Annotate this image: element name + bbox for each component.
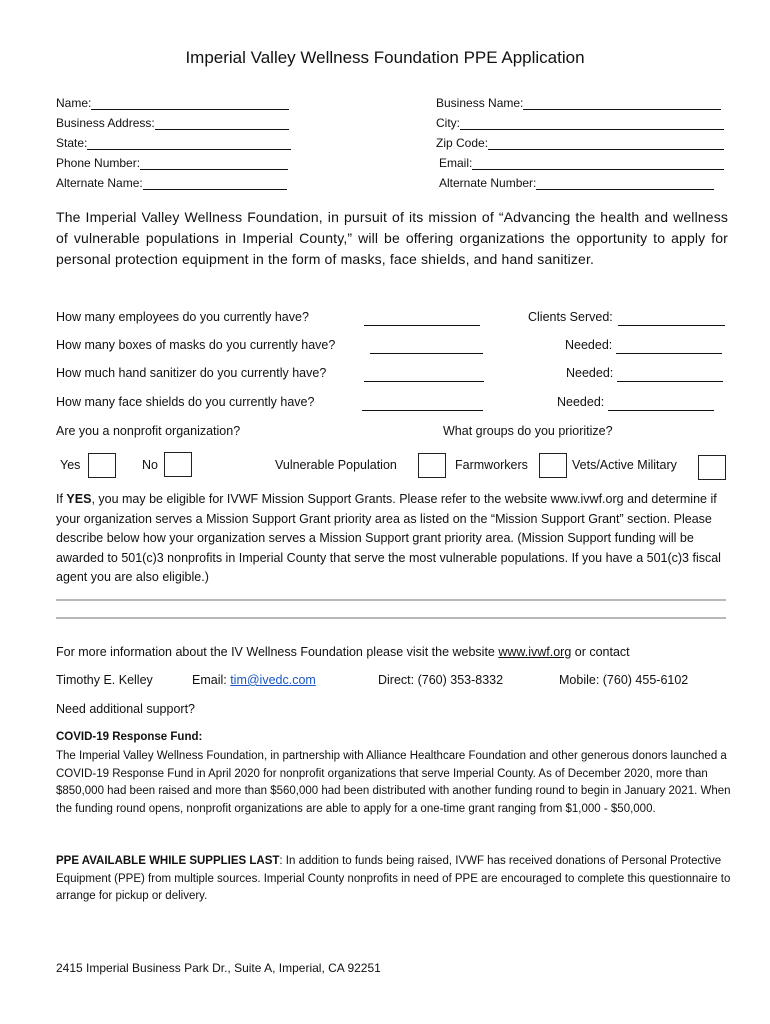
employees-question: How many employees do you currently have?: [56, 310, 309, 324]
clients-served-input-line[interactable]: [618, 324, 725, 326]
employees-input-line[interactable]: [364, 324, 480, 326]
clients-served-label: Clients Served:: [528, 310, 613, 324]
field-label: Alternate Name:: [56, 176, 143, 190]
field-label: City:: [436, 116, 460, 130]
more-info-text: For more information about the IV Wellness Foundation please visit the website: [56, 645, 499, 659]
face-shields-needed-input-line[interactable]: [608, 409, 714, 411]
nonprofit-question: Are you a nonprofit organization?: [56, 424, 241, 438]
masks-input-line[interactable]: [370, 352, 483, 354]
phone-number-field[interactable]: [56, 154, 288, 170]
email-input-line[interactable]: [472, 157, 724, 170]
field-label: Phone Number:: [56, 156, 141, 170]
page-title: Imperial Valley Wellness Foundation PPE Application: [185, 48, 585, 67]
contact-mobile-phone: Mobile: (760) 455-6102: [559, 673, 689, 687]
sanitizer-needed-input-line[interactable]: [617, 380, 723, 382]
state-input-line[interactable]: [87, 137, 291, 150]
no-checkbox[interactable]: [164, 452, 192, 477]
farmworkers-label: Farmworkers: [455, 458, 528, 472]
city-input-line[interactable]: [460, 117, 724, 130]
face-shields-question: How many face shields do you currently have?: [56, 395, 315, 409]
field-label: Zip Code:: [436, 136, 489, 150]
masks-needed-input-line[interactable]: [616, 352, 722, 354]
footer-address: 2415 Imperial Business Park Dr., Suite A, Imperial, CA 92251: [56, 961, 381, 975]
face-shields-input-line[interactable]: [362, 409, 483, 411]
need-support-text: Need additional support?: [56, 702, 195, 716]
field-label: Business Name:: [436, 96, 524, 110]
covid-paragraph: The Imperial Valley Wellness Foundation, in partnership with Alliance Healthcare Foundation and other generous donors launched a COVID-19 Response Fund in April 2020 for nonprofit organizations that serve Imperial County. As of December 2020, more than $850,000 had been raised and more than $560,000 had been distributed with another funding round to begin in January 2021. When the funding round opens, nonprofit organizations are able to apply for a one-time grant ranging from $1,000 - $50,000.: [56, 750, 731, 815]
website-link[interactable]: www.ivwf.org: [498, 645, 572, 659]
ppe-text: : In addition to funds being raised, IVWF has received donations of Personal Protective Equipment (PPE) from multiple sources. Imperial County nonprofits in need of PPE are encouraged to complete this questionnaire to arrange for pickup or delivery.: [56, 855, 731, 902]
masks-needed-label: Needed:: [565, 338, 613, 352]
yes-checkbox[interactable]: [88, 453, 116, 478]
farmworkers-checkbox[interactable]: [539, 453, 567, 478]
contact-name: Timothy E. Kelley: [56, 673, 153, 687]
mission-support-lead: If: [56, 492, 67, 506]
field-label: Alternate Number:: [439, 176, 537, 190]
zip-code-field[interactable]: [436, 134, 724, 150]
email-field[interactable]: [439, 154, 724, 170]
email-link[interactable]: tim@ivedc.com: [230, 673, 316, 687]
business-address-input-line[interactable]: [155, 117, 289, 130]
alternate-number-field[interactable]: [439, 174, 714, 190]
alternate-name-field[interactable]: [56, 174, 287, 190]
business-name-input-line[interactable]: [523, 97, 721, 110]
masks-question: How many boxes of masks do you currently have?: [56, 338, 336, 352]
sanitizer-question: How much hand sanitizer do you currently have?: [56, 366, 327, 380]
groups-question: What groups do you prioritize?: [443, 424, 613, 438]
ppe-paragraph: [56, 853, 736, 906]
zip-code-input-line[interactable]: [488, 137, 724, 150]
alternate-number-input-line[interactable]: [536, 177, 714, 190]
alternate-name-input-line[interactable]: [143, 177, 287, 190]
vulnerable-population-label: Vulnerable Population: [275, 458, 397, 472]
sanitizer-input-line[interactable]: [364, 380, 484, 382]
mission-support-text: , you may be eligible for IVWF Mission Support Grants. Please refer to the website www.ivwf.org and determine if your organization serves a Mission Support Grant priority area as listed on the “Mission Support Grant” section. Please describe below how your organization serves a Mission Support grant priority area. (Mission Support funding will be awarded to 501(c)3 nonprofits in Imperial County that serve the most vulnerable populations. If you have a 501(c)3 fiscal agent you are also eligible.): [56, 492, 721, 584]
answer-line-2[interactable]: [56, 617, 726, 619]
phone-number-input-line[interactable]: [140, 157, 288, 170]
contact-email: [192, 673, 316, 687]
field-label: Email:: [439, 156, 473, 170]
vets-military-checkbox[interactable]: [698, 455, 726, 480]
state-field[interactable]: [56, 134, 291, 150]
no-label: No: [142, 458, 158, 472]
yes-label: Yes: [60, 458, 81, 472]
name-input-line[interactable]: [91, 97, 289, 110]
field-label: Name:: [56, 96, 92, 110]
mission-support-paragraph: [56, 490, 726, 588]
ppe-heading: PPE AVAILABLE WHILE SUPPLIES LAST: [56, 855, 280, 867]
field-label: Business Address:: [56, 116, 155, 130]
email-label: Email:: [192, 673, 231, 687]
business-name-field[interactable]: [436, 94, 721, 110]
sanitizer-needed-label: Needed:: [566, 366, 614, 380]
city-field[interactable]: [436, 114, 724, 130]
intro-paragraph: The Imperial Valley Wellness Foundation, in pursuit of its mission of “Advancing the health and wellness of vulnerable populations in Imperial County,” will be offering organizations the opportunity to apply for personal protection equipment in the form of masks, face shields, and hand sanitizer.: [56, 209, 728, 267]
name-field[interactable]: [56, 94, 289, 110]
face-shields-needed-label: Needed:: [557, 395, 605, 409]
yes-emphasis: YES: [66, 492, 92, 506]
answer-line-1[interactable]: [56, 599, 726, 601]
vets-military-label: Vets/Active Military: [572, 458, 677, 472]
covid-heading: COVID-19 Response Fund:: [56, 731, 203, 743]
vulnerable-population-checkbox[interactable]: [418, 453, 446, 478]
business-address-field[interactable]: [56, 114, 289, 130]
field-label: State:: [56, 136, 88, 150]
more-info-after: or contact: [571, 645, 630, 659]
more-info-line: [56, 645, 630, 659]
contact-direct-phone: Direct: (760) 353-8332: [378, 673, 504, 687]
